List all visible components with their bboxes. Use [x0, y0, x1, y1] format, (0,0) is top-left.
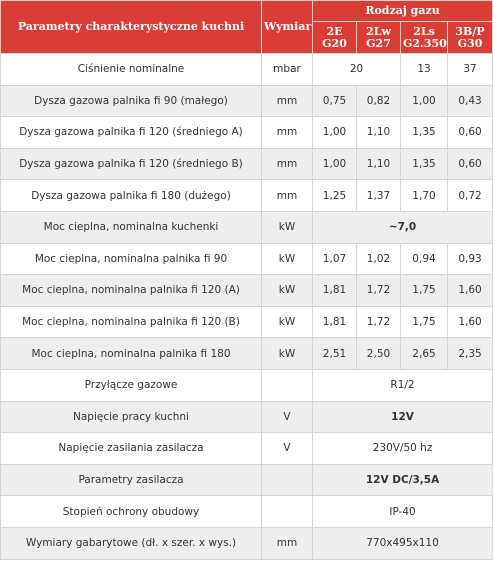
value-cell: 1,60 [448, 306, 493, 338]
row-unit: kW [262, 306, 313, 338]
value-cell: 0,75 [313, 85, 357, 117]
table-row [1, 180, 493, 212]
table-row [1, 243, 493, 275]
row-unit: mm [262, 527, 313, 559]
table-row [1, 117, 493, 149]
table-row [1, 338, 493, 370]
value-cell: 1,81 [313, 306, 357, 338]
row-label: Dysza gazowa palnika fi 120 (średniego A) [1, 117, 262, 149]
value-cell: 13 [401, 54, 448, 86]
row-label: Moc cieplna, nominalna palnika fi 180 [1, 338, 262, 370]
row-unit: kW [262, 243, 313, 275]
gas-type-g2350 [401, 22, 448, 54]
value-cell: 230V/50 hz [313, 433, 493, 465]
value-cell: 2,65 [401, 338, 448, 370]
value-cell: 1,00 [313, 148, 357, 180]
value-cell: 1,72 [357, 275, 401, 307]
value-cell: 1,70 [401, 180, 448, 212]
value-cell: 0,82 [357, 85, 401, 117]
value-cell: 12V [313, 401, 493, 433]
row-unit: kW [262, 275, 313, 307]
value-cell: 1,00 [313, 117, 357, 149]
row-unit: mm [262, 180, 313, 212]
gas-code: 3B/P [455, 24, 485, 38]
gas-name: G27 [366, 36, 391, 50]
header-row [1, 1, 493, 22]
value-cell: 2,50 [357, 338, 401, 370]
row-label: Parametry zasilacza [1, 464, 262, 496]
gas-name: G20 [322, 36, 347, 50]
value-cell: IP-40 [313, 496, 493, 528]
value-cell: 1,02 [357, 243, 401, 275]
table-row [1, 54, 493, 86]
row-label: Dysza gazowa palnika fi 120 (średniego B) [1, 148, 262, 180]
value-cell: 2,35 [448, 338, 493, 370]
row-unit [262, 496, 313, 528]
value-cell: 0,60 [448, 148, 493, 180]
value-cell: 1,10 [357, 117, 401, 149]
value-cell: 0,93 [448, 243, 493, 275]
row-unit: mm [262, 117, 313, 149]
row-unit: kW [262, 211, 313, 243]
table-row [1, 527, 493, 559]
row-unit: V [262, 401, 313, 433]
row-label: Napięcie zasilania zasilacza [1, 433, 262, 465]
value-cell: 1,07 [313, 243, 357, 275]
value-cell: 1,37 [357, 180, 401, 212]
row-label: Przyłącze gazowe [1, 369, 262, 401]
value-cell: 1,35 [401, 148, 448, 180]
value-cell: 1,75 [401, 275, 448, 307]
row-label: Moc cieplna, nominalna palnika fi 120 (B) [1, 306, 262, 338]
unit-header: Wymiar [262, 1, 313, 54]
table-row [1, 433, 493, 465]
gas-name: G30 [457, 36, 483, 50]
row-unit: mm [262, 148, 313, 180]
row-unit: mm [262, 85, 313, 117]
value-cell: 770x495x110 [313, 527, 493, 559]
value-cell: 1,35 [401, 117, 448, 149]
param-header: Parametry charakterystyczne kuchni [1, 1, 262, 54]
gas-type-g30 [448, 22, 493, 54]
gas-name: G2.350 [403, 36, 447, 50]
value-cell: 0,94 [401, 243, 448, 275]
table-row [1, 369, 493, 401]
row-label: Dysza gazowa palnika fi 90 (małego) [1, 85, 262, 117]
row-unit: mbar [262, 54, 313, 86]
gas-type-header: Rodzaj gazu [313, 1, 493, 22]
gas-code: 2E [326, 24, 343, 38]
table-row [1, 148, 493, 180]
value-cell: 0,60 [448, 117, 493, 149]
row-label: Moc cieplna, nominalna palnika fi 120 (A) [1, 275, 262, 307]
table-row [1, 85, 493, 117]
row-label: Napięcie pracy kuchni [1, 401, 262, 433]
value-cell: 0,43 [448, 85, 493, 117]
table-row [1, 275, 493, 307]
table-row [1, 401, 493, 433]
value-cell: 20 [313, 54, 401, 86]
value-cell: 37 [448, 54, 493, 86]
table-row [1, 496, 493, 528]
value-cell: 0,72 [448, 180, 493, 212]
value-cell: 2,51 [313, 338, 357, 370]
value-cell: 1,75 [401, 306, 448, 338]
table-row [1, 211, 493, 243]
gas-type-g20 [313, 22, 357, 54]
value-cell: 1,60 [448, 275, 493, 307]
row-unit [262, 369, 313, 401]
gas-type-g27 [357, 22, 401, 54]
table-row [1, 306, 493, 338]
row-label: Dysza gazowa palnika fi 180 (dużego) [1, 180, 262, 212]
row-label: Stopień ochrony obudowy [1, 496, 262, 528]
row-unit: kW [262, 338, 313, 370]
row-unit [262, 464, 313, 496]
gas-code: 2Lw [366, 24, 391, 38]
value-cell: 1,72 [357, 306, 401, 338]
value-cell: 12V DC/3,5A [313, 464, 493, 496]
row-label: Moc cieplna, nominalna kuchenki [1, 211, 262, 243]
value-cell: R1/2 [313, 369, 493, 401]
value-cell: 1,00 [401, 85, 448, 117]
value-cell: ~7,0 [313, 211, 493, 243]
value-cell: 1,25 [313, 180, 357, 212]
value-cell: 1,81 [313, 275, 357, 307]
row-label: Moc cieplna, nominalna palnika fi 90 [1, 243, 262, 275]
row-label: Ciśnienie nominalne [1, 54, 262, 86]
gas-code: 2Ls [413, 24, 435, 38]
row-label: Wymiary gabarytowe (dł. x szer. x wys.) [1, 527, 262, 559]
row-unit: V [262, 433, 313, 465]
value-cell: 1,10 [357, 148, 401, 180]
table-row [1, 464, 493, 496]
